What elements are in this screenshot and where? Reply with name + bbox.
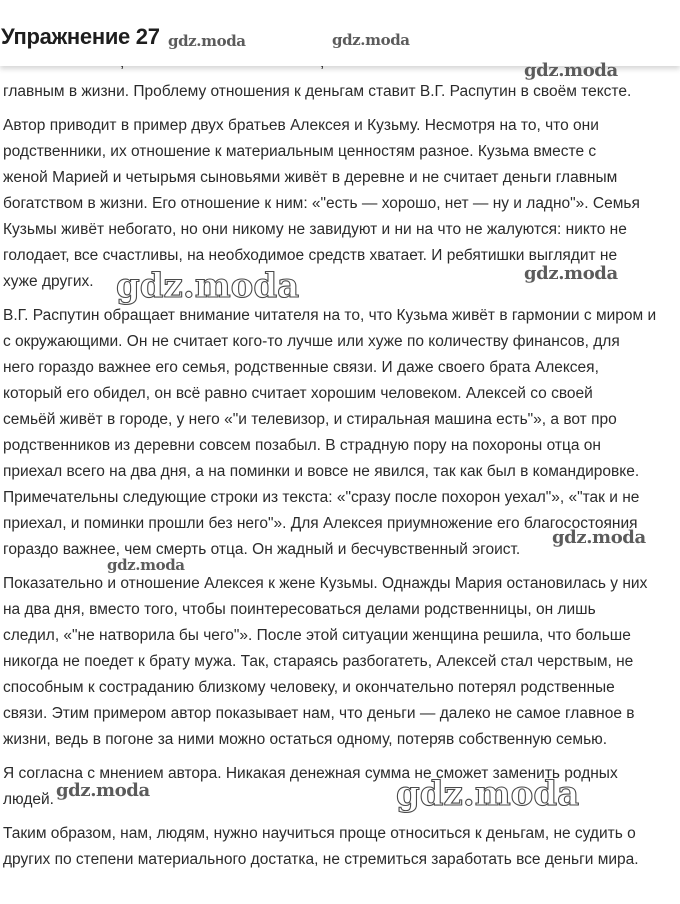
- text-line: приехал, и поминки прошли без него"». Для Алексея приумножение его благосостояния: [3, 515, 638, 532]
- paragraph: [3, 821, 680, 873]
- watermark: gdz.moda: [396, 774, 580, 814]
- text-line: семьёй живёт в городе, у него «"и телевизор, и стиральная машина есть"», а вот про: [3, 411, 617, 428]
- text-line: Кузьмы живёт небогато, но они никому не завидуют и ни на что не жалуются: никто не: [3, 221, 627, 238]
- text-line: В.Г. Распутин обращает внимание читателя на то, что Кузьма живёт в гармонии с миром и: [3, 307, 657, 324]
- text-line: него гораздо важнее его семья, родственные связи. И даже своего брата Алексея,: [3, 359, 599, 376]
- text-line: родственники, их отношение к материальным ценностям разное. Кузьма вместе с: [3, 143, 597, 160]
- watermark: gdz.moda: [524, 263, 618, 284]
- text-line: Я согласна с мнением автора. Никакая денежная сумма не сможет заменить родных: [3, 765, 618, 782]
- watermark: gdz.moda: [168, 32, 246, 50]
- paragraph: [3, 303, 680, 563]
- text-line: Примечательны следующие строки из текста: «"сразу после похорон уехал"», «"так и не: [3, 489, 640, 506]
- text-line: приехал всего на два дня, а на поминки и вовсе не явился, так как был в командировке.: [3, 463, 640, 480]
- watermark: gdz.moda: [552, 527, 646, 548]
- text-line: с окружающими. Он не считает кого-то лучше или хуже по количеству финансов, для: [3, 333, 620, 350]
- text-line: связи. Этим примером автор показывает нам, что деньги — далеко не самое главное в: [3, 705, 635, 722]
- text-line: других по степени материального достатка, не стремиться заработать все деньги мира.: [3, 851, 639, 868]
- text-line: следил, «"не натворила бы чего"». После этой ситуации женщина решила, что больше: [3, 627, 631, 644]
- page-title: Упражнение 27: [1, 24, 160, 49]
- text-line: родственников из деревни совсем позабыл. В страдную пору на похороны отца он: [3, 437, 601, 454]
- text-line: богатством в жизни. Его отношение к ним: «"есть — хорошо, нет — ну и ладно"». Семья: [3, 195, 640, 212]
- text-line: на два дня, вместо того, чтобы поинтересоваться делами родственницы, он лишь: [3, 601, 596, 618]
- text-line: Таким образом, нам, людям, нужно научиться проще относиться к деньгам, не судить о: [3, 825, 636, 842]
- text-line: Показательно и отношение Алексея к жене Кузьмы. Однажды Мария остановилась у них: [3, 575, 648, 592]
- watermark: gdz.moda: [56, 780, 150, 801]
- text-line: никогда не поедет к брату мужа. Так, стараясь разбогатеть, Алексей стал черствым, не: [3, 653, 634, 670]
- text-line: женой Марией и четырьмя сыновьями живёт в деревне и не считает деньги главным: [3, 169, 618, 186]
- exercise-answer-text: [3, 79, 680, 881]
- watermark: gdz.moda: [116, 266, 300, 306]
- text-line: голодает, все счастливы, на необходимое средств хватает. И ребятишки выглядит не: [3, 247, 618, 264]
- text-line: жизни, ведь в погоне за ними можно остаться одному, потеряв собственную семью.: [3, 731, 608, 748]
- text-line: способным к состраданию близкому человеку, и окончательно потерял родственные: [3, 679, 615, 696]
- text-line: главным в жизни. Проблему отношения к деньгам ставит В.Г. Распутин в своём тексте.: [3, 83, 632, 100]
- text-line: хуже других.: [3, 273, 94, 290]
- text-line: который его обидел, он всё равно считает хорошим человеком. Алексей со своей: [3, 385, 593, 402]
- watermark: gdz.moda: [107, 556, 185, 574]
- watermark: gdz.moda: [332, 31, 410, 49]
- text-line: гораздо важнее, чем смерть отца. Он жадный и бесчувственный эгоист.: [3, 541, 521, 558]
- watermark: gdz.moda: [524, 60, 618, 81]
- text-line: людей.: [3, 791, 54, 808]
- text-line: Автор приводит в пример двух братьев Алексея и Кузьму. Несмотря на то, что они: [3, 117, 599, 134]
- paragraph: [3, 571, 680, 753]
- paragraph: [3, 79, 680, 105]
